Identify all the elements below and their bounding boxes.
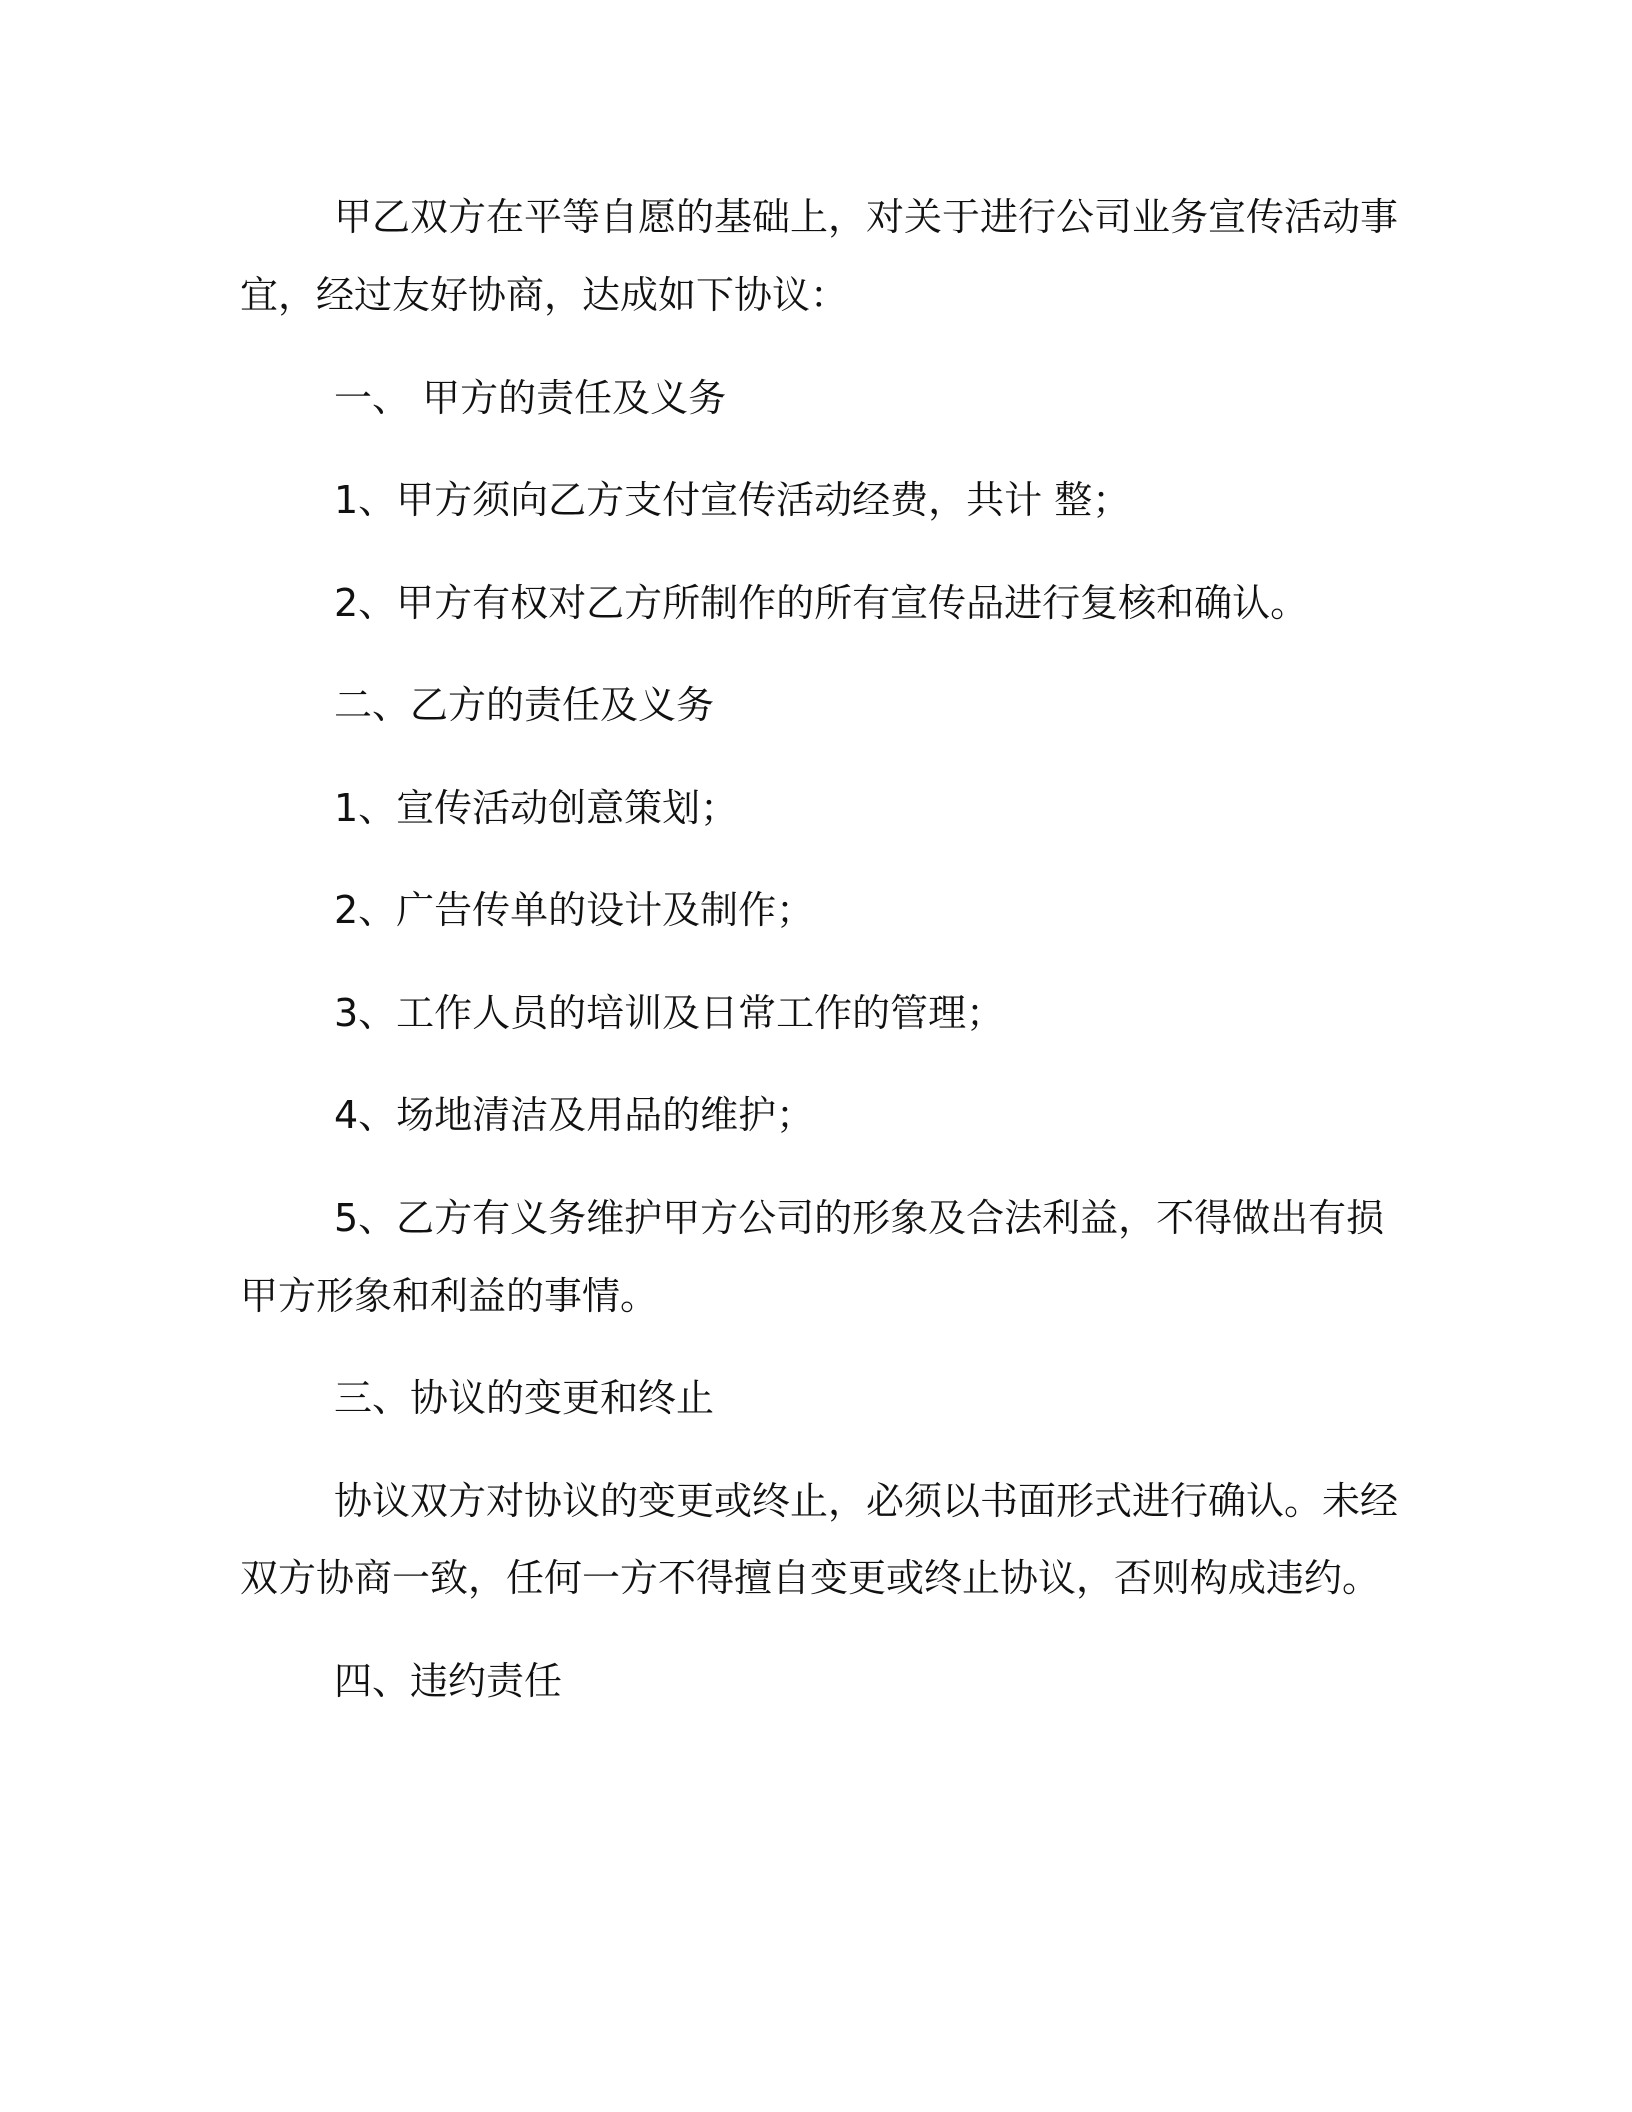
party-b-item-4: 4、场地清洁及用品的维护； bbox=[334, 1093, 815, 1137]
party-b-item-1: 1、宣传活动创意策划； bbox=[334, 786, 739, 830]
party-a-item-2: 2、甲方有权对乙方所制作的所有宣传品进行复核和确认。 bbox=[334, 581, 1309, 625]
section-heading-change-termination: 三、协议的变更和终止 bbox=[334, 1376, 715, 1420]
paragraph-intro-line-2: 宜，经过友好协商，达成如下协议： bbox=[240, 273, 849, 317]
party-b-item-3: 3、工作人员的培训及日常工作的管理； bbox=[334, 991, 1005, 1035]
section-heading-party-a: 一、 甲方的责任及义务 bbox=[334, 376, 727, 420]
paragraph-intro-line-1: 甲乙双方在平等自愿的基础上，对关于进行公司业务宣传活动事 bbox=[334, 195, 1399, 239]
party-a-item-1: 1、甲方须向乙方支付宣传活动经费，共计 整； bbox=[334, 478, 1131, 522]
party-b-item-2: 2、广告传单的设计及制作； bbox=[334, 888, 815, 932]
party-b-item-5-line-1: 5、乙方有义务维护甲方公司的形象及合法利益，不得做出有损 bbox=[334, 1196, 1385, 1240]
section-heading-breach: 四、违约责任 bbox=[334, 1659, 563, 1703]
party-b-item-5-line-2: 甲方形象和利益的事情。 bbox=[240, 1274, 659, 1318]
section-heading-party-b: 二、乙方的责任及义务 bbox=[334, 683, 715, 727]
change-termination-line-1: 协议双方对协议的变更或终止，必须以书面形式进行确认。未经 bbox=[334, 1479, 1399, 1523]
change-termination-line-2: 双方协商一致，任何一方不得擅自变更或终止协议，否则构成违约。 bbox=[240, 1556, 1381, 1600]
